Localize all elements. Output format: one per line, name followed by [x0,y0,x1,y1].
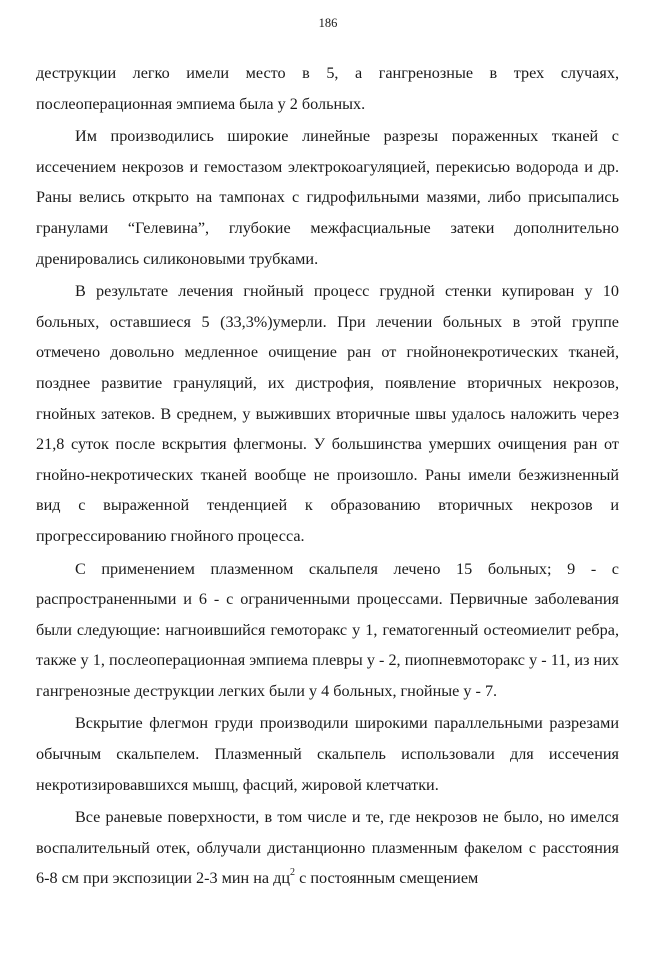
superscript-exponent: 2 [290,867,296,879]
paragraph-wound-irradiation-text: Все раневые поверхности, в том числе и те, где некрозов не было, но имелся воспалительный отек, облучали дистанционно плазменным факелом с расстояния 6-8 см при экспозиции 2-3 мин на дц [36,808,619,888]
paragraph-plasma-scalpel-patients: С применением плазменном скальпеля лечено 15 больных; 9 - с распространенными и 6 - с ограниченными процессами. Первичные заболевания были следующие: нагноившийся гемоторакс у 1, гематогенный остеомиелит ребра, также у 1, послеоперационная эмпиема плевры у - 2, пиопневмоторакс у - 11, из них гангренозные деструкции легких были у 4 больных, гнойные у - 7. [36,559,619,700]
paragraph-wound-irradiation [36,802,619,894]
paragraph-wound-irradiation-tail: с постоянным смещением [295,869,479,888]
paragraph-surgical-technique: Им производились широкие линейные разрезы пораженных тканей с иссечением некрозов и гемостазом электрокоагуляцией, перекисью водорода и др. Раны велись открыто на тампонах с гидрофильными мазями, либо присыпались гранулами “Гелевина”, глубокие межфасциальные затеки дополнительно дренировались силиконовыми трубками. [36,127,619,268]
page-number: 186 [318,16,338,30]
document-body [36,58,619,894]
paragraph-treatment-results: В результате лечения гнойный процесс грудной стенки купирован у 10 больных, оставшиеся 5 (33,3%)умерли. При лечении больных в этой группе отмечено довольно медленное очищение ран от гнойнонекротических тканей, позднее развитие грануляций, их дистрофия, появление вторичных некрозов, гнойных затеков. В среднем, у выживших вторичные швы удалось наложить через 21,8 суток после вскрытия флегмоны. У большинства умерших очищения ран от гнойно-некротических тканей вообще не произошло. Раны имели безжизненный вид с выраженной тенденцией к образованию вторичных некрозов и прогрессированию гнойного процесса. [36,282,619,545]
paragraph-phlegmon-incision: Вскрытие флегмон груди производили широкими параллельными разрезами обычным скальпелем. Плазменный скальпель использовали для иссечения некротизировавшихся мышц, фасций, жировой клетчатки. [36,714,619,794]
paragraph-continuation: деструкции легко имели место в 5, а гангренозные в трех случаях, послеоперационная эмпиема была у 2 больных. [36,64,619,113]
